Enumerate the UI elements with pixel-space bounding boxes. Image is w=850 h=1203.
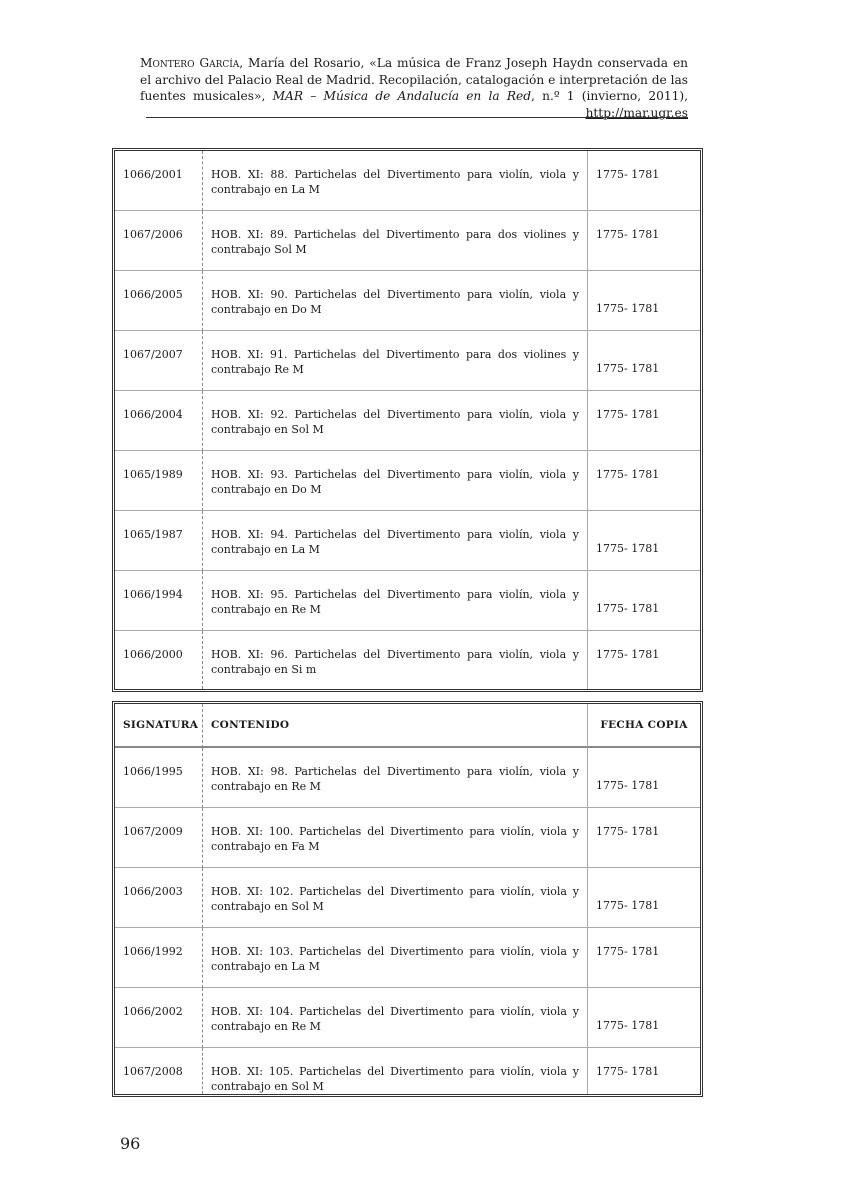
table-row: [115, 211, 700, 271]
table-row: [115, 271, 700, 331]
contenido-cell: HOB. XI: 104. Partichelas del Divertimento para violín, viola y contrabajo en Re M: [203, 988, 588, 1048]
contenido-cell: HOB. XI: 90. Partichelas del Divertimento para violín, viola y contrabajo en Do M: [203, 271, 588, 331]
table-row: [115, 988, 700, 1048]
header-citation-part1: , María del Rosario, «La música de Franz Joseph Haydn conservada en el archivo del Palacio Real de Madrid. Recopilación, catalogación e interpretación de las fuentes musicales»,: [140, 56, 689, 103]
table-row: [115, 1048, 700, 1094]
signatura-cell: 1067/2007: [115, 331, 203, 391]
signatura-cell: 1065/1987: [115, 511, 203, 571]
table-header-row: [115, 704, 700, 748]
signatura-cell: 1065/1989: [115, 451, 203, 511]
table-row: [115, 511, 700, 571]
header-journal: MAR – Música de Andalucía en la Red: [272, 89, 532, 103]
table-row: [115, 571, 700, 631]
fecha-copia-cell: 1775- 1781: [596, 1065, 660, 1078]
fecha-copia-cell: 1775- 1781: [596, 648, 660, 661]
col-header-fecha-copia: FECHA COPIA: [588, 704, 700, 748]
signatura-cell: 1066/1992: [115, 928, 203, 988]
contenido-cell: HOB. XI: 103. Partichelas del Divertimento para violín, viola y contrabajo en La M: [203, 928, 588, 988]
signatura-cell: 1066/2004: [115, 391, 203, 451]
signatura-cell: 1067/2009: [115, 808, 203, 868]
table-row: [115, 928, 700, 988]
signatura-cell: 1066/2002: [115, 988, 203, 1048]
signatura-cell: 1066/2001: [115, 151, 203, 211]
contenido-cell: HOB. XI: 92. Partichelas del Divertimento para violín, viola y contrabajo en Sol M: [203, 391, 588, 451]
table-row: [115, 808, 700, 868]
col-header-contenido: CONTENIDO: [203, 704, 588, 748]
fecha-copia-cell: 1775- 1781: [588, 331, 700, 391]
header-divider: [146, 117, 688, 118]
signatura-cell: 1067/2006: [115, 211, 203, 271]
contenido-cell: HOB. XI: 93. Partichelas del Divertimento para violín, viola y contrabajo en Do M: [203, 451, 588, 511]
table-row: [115, 868, 700, 928]
fecha-copia-cell: 1775- 1781: [588, 511, 700, 571]
contenido-cell: HOB. XI: 95. Partichelas del Divertimento para violín, viola y contrabajo en Re M: [203, 571, 588, 631]
header-author: Montero García: [140, 56, 240, 70]
fecha-copia-cell: 1775- 1781: [588, 808, 700, 868]
table-row: [115, 331, 700, 391]
fecha-copia-cell: 1775- 1781: [588, 391, 700, 451]
running-header: [140, 55, 688, 121]
contenido-cell: HOB. XI: 105. Partichelas del Divertimento para violín, viola y contrabajo en Sol M: [203, 1048, 588, 1094]
signatura-cell: 1066/2000: [115, 631, 203, 689]
header-url-link[interactable]: http://mar.ugr.es: [585, 105, 688, 120]
catalog-table-2: [112, 701, 703, 1097]
fecha-copia-cell: 1775- 1781: [588, 151, 700, 211]
page-number: 96: [120, 1134, 141, 1153]
contenido-cell: HOB. XI: 98. Partichelas del Divertimento para violín, viola y contrabajo en Re M: [203, 748, 588, 808]
fecha-copia-cell: 1775- 1781: [588, 928, 700, 988]
contenido-cell: HOB. XI: 94. Partichelas del Divertimento para violín, viola y contrabajo en La M: [203, 511, 588, 571]
table-row: [115, 631, 700, 689]
signatura-cell: 1066/1995: [115, 748, 203, 808]
contenido-cell: HOB. XI: 89. Partichelas del Divertimento para dos violines y contrabajo Sol M: [203, 211, 588, 271]
signatura-cell: 1067/2008: [115, 1048, 203, 1094]
fecha-copia-cell: 1775- 1781: [588, 868, 700, 928]
fecha-copia-cell: 1775- 1781: [588, 271, 700, 331]
catalog-table-2-body: [115, 748, 700, 1094]
fecha-copia-cell: 1775- 1781: [588, 451, 700, 511]
catalog-table-1: [112, 148, 703, 692]
fecha-copia-cell: 1775- 1781: [588, 571, 700, 631]
signatura-cell: 1066/2003: [115, 868, 203, 928]
contenido-cell: HOB. XI: 102. Partichelas del Divertimento para violín, viola y contrabajo en Sol M: [203, 868, 588, 928]
table-row: [115, 151, 700, 211]
table-row: [115, 748, 700, 808]
header-citation-part2: , n.º 1 (invierno, 2011),: [531, 89, 688, 103]
contenido-cell: HOB. XI: 88. Partichelas del Divertimento para violín, viola y contrabajo en La M: [203, 151, 588, 211]
signatura-cell: 1066/1994: [115, 571, 203, 631]
table-row: [115, 391, 700, 451]
contenido-cell: HOB. XI: 100. Partichelas del Divertimento para violín, viola y contrabajo en Fa M: [203, 808, 588, 868]
col-header-signatura: SIGNATURA: [115, 704, 203, 748]
catalog-table-2-head: [115, 704, 700, 748]
contenido-cell: HOB. XI: 91. Partichelas del Divertimento para dos violines y contrabajo Re M: [203, 331, 588, 391]
fecha-copia-cell: 1775- 1781: [588, 988, 700, 1048]
fecha-copia-cell: 1775- 1781: [588, 211, 700, 271]
catalog-table-1-body: [115, 151, 700, 689]
signatura-cell: 1066/2005: [115, 271, 203, 331]
table-row: [115, 451, 700, 511]
contenido-cell: HOB. XI: 96. Partichelas del Divertimento para violín, viola y contrabajo en Si m: [203, 631, 588, 689]
fecha-copia-cell: 1775- 1781: [588, 748, 700, 808]
